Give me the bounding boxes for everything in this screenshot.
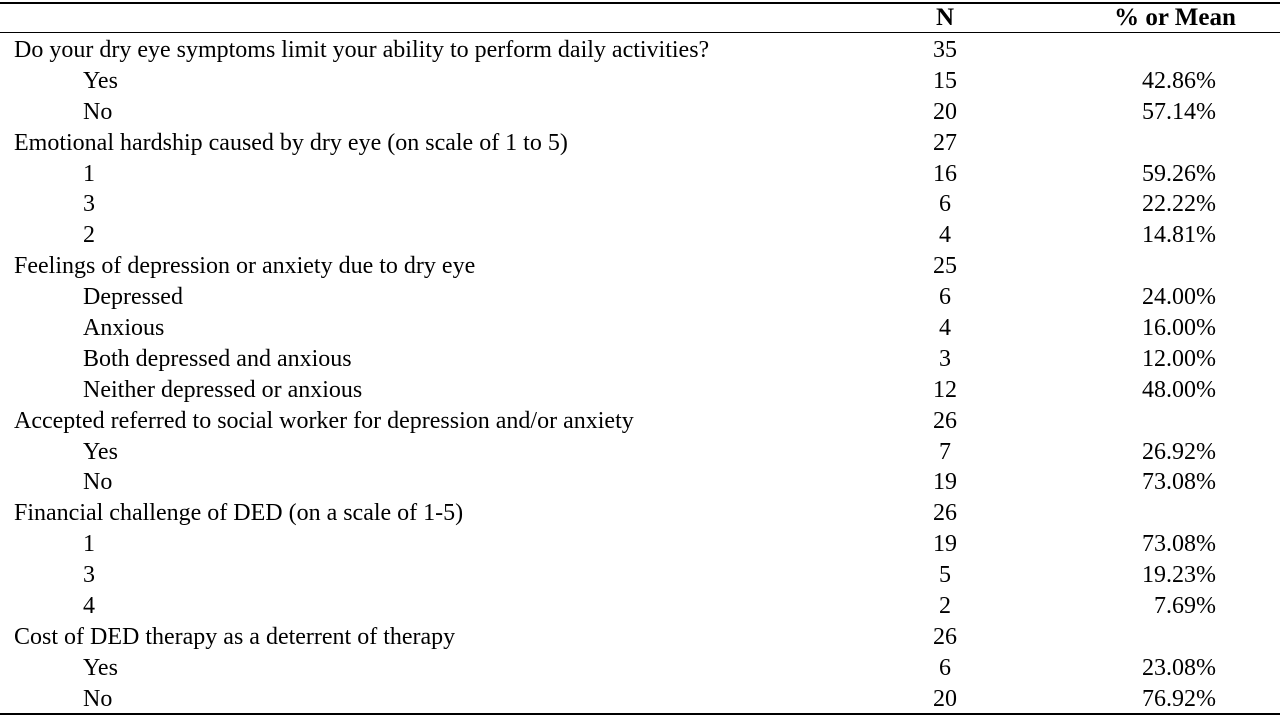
table-row-response — [0, 344, 1280, 375]
row-percent-or-mean: 19.23% — [1142, 562, 1216, 589]
row-n: 6 — [939, 284, 951, 311]
row-n: 27 — [933, 129, 957, 156]
row-label: Anxious — [83, 315, 165, 342]
row-label: Cost of DED therapy as a deterrent of therapy — [14, 623, 456, 650]
row-percent-or-mean: 16.00% — [1142, 315, 1216, 342]
row-label: Yes — [83, 67, 118, 94]
table-row-question — [0, 128, 1280, 159]
table-row-response — [0, 97, 1280, 128]
row-label: Accepted referred to social worker for depression and/or anxiety — [14, 407, 634, 434]
row-percent-or-mean: 26.92% — [1142, 438, 1216, 465]
table-row-response — [0, 375, 1280, 406]
row-label: Yes — [83, 654, 118, 681]
row-percent-or-mean: 42.86% — [1142, 67, 1216, 94]
table-row-question — [0, 622, 1280, 653]
table-row-response — [0, 220, 1280, 251]
row-label: Financial challenge of DED (on a scale of 1-5) — [14, 500, 464, 527]
row-n: 20 — [933, 685, 957, 712]
row-label: 1 — [83, 531, 95, 558]
row-label: No — [83, 98, 113, 125]
row-label: Feelings of depression or anxiety due to dry eye — [14, 253, 476, 280]
row-n: 4 — [939, 315, 951, 342]
column-header-percent-or-mean: % or Mean — [1114, 4, 1236, 31]
row-n: 15 — [933, 67, 957, 94]
row-percent-or-mean: 23.08% — [1142, 654, 1216, 681]
table-row-response — [0, 591, 1280, 622]
row-n: 6 — [939, 191, 951, 218]
row-percent-or-mean: 22.22% — [1142, 191, 1216, 218]
row-label: No — [83, 685, 113, 712]
table-row-response — [0, 529, 1280, 560]
row-label: 2 — [83, 222, 95, 249]
table-row-question — [0, 498, 1280, 529]
table-row-question — [0, 35, 1280, 66]
row-percent-or-mean: 48.00% — [1142, 376, 1216, 403]
row-n: 5 — [939, 562, 951, 589]
table-row-response — [0, 437, 1280, 468]
row-percent-or-mean: 57.14% — [1142, 98, 1216, 125]
table-row-response — [0, 467, 1280, 498]
row-n: 7 — [939, 438, 951, 465]
row-n: 26 — [933, 407, 957, 434]
row-label: Depressed — [83, 284, 183, 311]
table-row-response — [0, 282, 1280, 313]
row-label: Neither depressed or anxious — [83, 376, 363, 403]
row-percent-or-mean: 7.69% — [1154, 593, 1216, 620]
row-label: 4 — [83, 593, 95, 620]
row-percent-or-mean: 14.81% — [1142, 222, 1216, 249]
table-row-question — [0, 251, 1280, 282]
row-percent-or-mean: 73.08% — [1142, 469, 1216, 496]
table-row-question — [0, 406, 1280, 437]
row-percent-or-mean: 76.92% — [1142, 685, 1216, 712]
table-body — [0, 35, 1280, 715]
row-percent-or-mean: 12.00% — [1142, 345, 1216, 372]
table-header-rule — [0, 32, 1280, 33]
table-row-response — [0, 560, 1280, 591]
table-bottom-rule — [0, 713, 1280, 715]
row-n: 35 — [933, 37, 957, 63]
table-row-response — [0, 313, 1280, 344]
row-percent-or-mean: 73.08% — [1142, 531, 1216, 558]
row-percent-or-mean: 24.00% — [1142, 284, 1216, 311]
table-row-response — [0, 66, 1280, 97]
table-row-response — [0, 653, 1280, 684]
row-label: 1 — [83, 160, 95, 187]
row-label: 3 — [83, 562, 95, 589]
row-n: 20 — [933, 98, 957, 125]
table-header-row — [0, 4, 1280, 32]
row-n: 16 — [933, 160, 957, 187]
row-label: 3 — [83, 191, 95, 218]
table-row-response — [0, 159, 1280, 190]
table-row-response — [0, 684, 1280, 715]
row-label: Yes — [83, 438, 118, 465]
row-n: 26 — [933, 623, 957, 650]
row-n: 2 — [939, 593, 951, 620]
row-label: Both depressed and anxious — [83, 345, 352, 372]
row-label: Do your dry eye symptoms limit your ability to perform daily activities? — [14, 37, 710, 63]
row-label: Emotional hardship caused by dry eye (on scale of 1 to 5) — [14, 129, 568, 156]
row-label: No — [83, 469, 113, 496]
row-n: 12 — [933, 376, 957, 403]
row-n: 4 — [939, 222, 951, 249]
row-n: 19 — [933, 531, 957, 558]
row-percent-or-mean: 59.26% — [1142, 160, 1216, 187]
column-header-n: N — [935, 4, 955, 31]
table-row-response — [0, 189, 1280, 220]
row-n: 26 — [933, 500, 957, 527]
row-n: 19 — [933, 469, 957, 496]
row-n: 25 — [933, 253, 957, 280]
row-n: 3 — [939, 345, 951, 372]
row-n: 6 — [939, 654, 951, 681]
